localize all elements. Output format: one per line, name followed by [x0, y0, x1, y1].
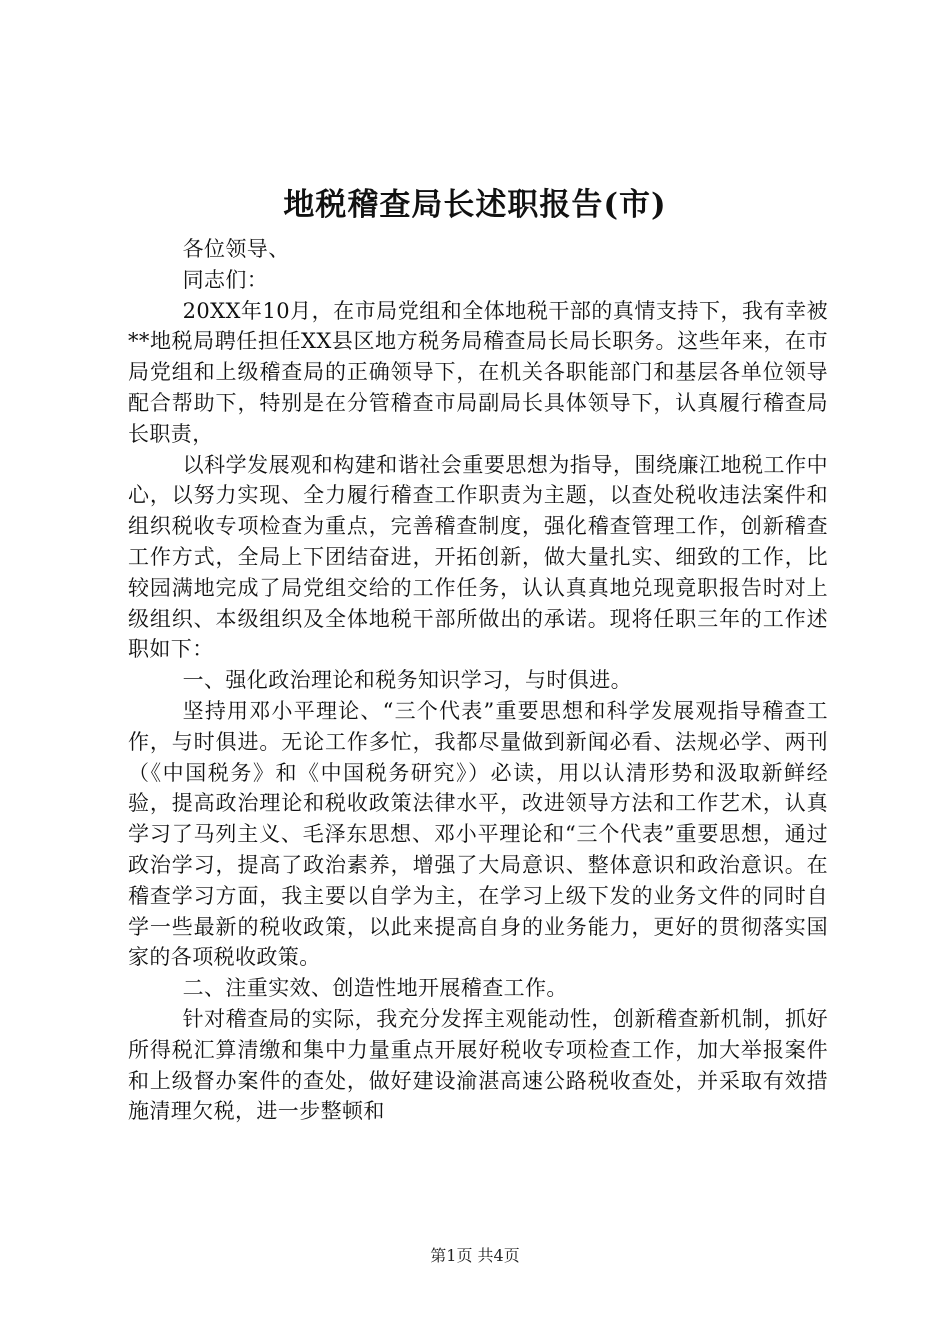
- salutation-line: 各位领导、: [182, 237, 290, 261]
- section-heading: 二、注重实效、创造性地开展稽查工作。: [182, 976, 568, 1001]
- document-body: [128, 234, 828, 1127]
- body-paragraph: 以科学发展观和构建和谐社会重要思想为指导，围绕廉江地税工作中心，以努力实现、全力履行稽查工作职责为主题，以查处税收违法案件和组织税收专项检查为重点，完善稽查制度，强化稽查管理工作，创新稽查工作方式，全局上下团结奋进，开拓创新，做大量扎实、细致的工作，比较园满地完成了局党组交给的工作任务，认认真真地兑现竟职报告时对上级组织、本级组织及全体地税干部所做出的承诺。现将任职三年的工作述职如下：: [128, 452, 828, 662]
- body-paragraph: 针对稽查局的实际，我充分发挥主观能动性，创新稽查新机制，抓好所得税汇算清缴和集中力量重点开展好税收专项检查工作，加大举报案件和上级督办案件的查处，做好建设渝湛高速公路税收查处，并采取有效措施清理欠税，进一步整顿和: [128, 1006, 828, 1124]
- body-paragraph: 坚持用邓小平理论、“三个代表”重要思想和科学发展观指导稽查工作，与时俱进。无论工作多忙，我都尽量做到新闻必看、法规必学、两刊（《中国税务》和《中国税务研究》）必读，用以认清形势和汲取新鲜经验，提高政治理论和税收政策法律水平，改进领导方法和工作艺术，认真学习了马列主义、毛泽东思想、邓小平理论和“三个代表”重要思想，通过政治学习，提高了政治素养，增强了大局意识、整体意识和政治意识。在稽查学习方面，我主要以自学为主，在学习上级下发的业务文件的同时自学一些最新的税收政策，以此来提高自身的业务能力，更好的贯彻落实国家的各项税收政策。: [128, 698, 828, 970]
- body-paragraph: 20XX年10月，在市局党组和全体地税干部的真情支持下，我有幸被**地税局聘任担任XX县区地方税务局稽查局长局长职务。这些年来，在市局党组和上级稽查局的正确领导下，在机关各职能部门和基层各单位领导配合帮助下，特别是在分管稽查市局副局长具体领导下，认真履行稽查局长职责，: [128, 298, 828, 446]
- document-title: 地税稽查局长述职报告(市): [283, 187, 667, 223]
- salutation-line: 同志们：: [182, 267, 269, 292]
- section-heading: 一、强化政治理论和税务知识学习，与时俱进。: [182, 668, 632, 693]
- page-footer: 第1页 共4页: [430, 1246, 520, 1265]
